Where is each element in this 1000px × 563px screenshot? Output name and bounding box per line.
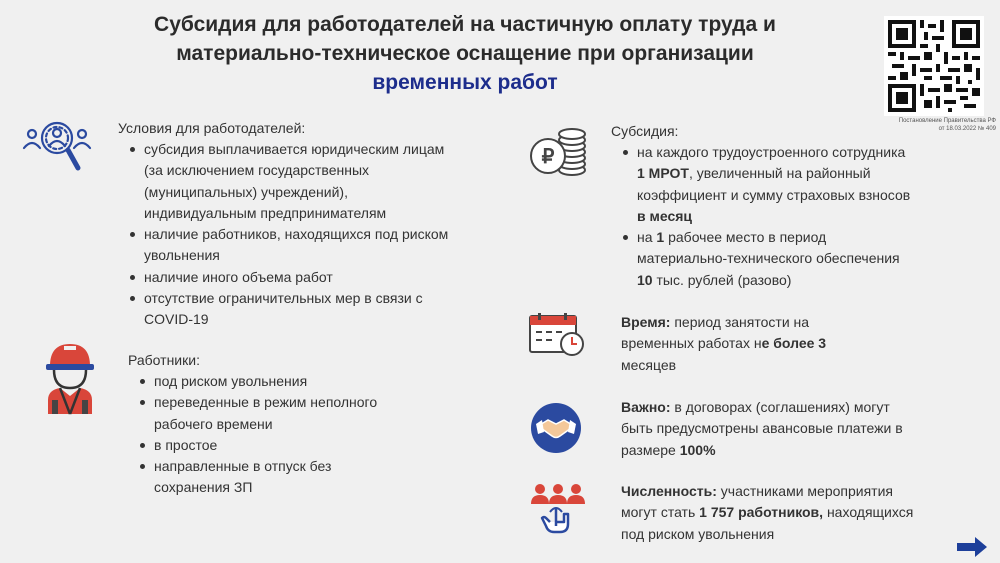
list-item: в простое — [128, 435, 388, 456]
text-span: рабочее место в период материально-технического обеспечения — [637, 229, 900, 267]
qr-caption-line-1: Постановление Правительства РФ — [898, 118, 996, 124]
workers-heading: Работники: — [128, 352, 200, 368]
svg-text:₽: ₽ — [541, 146, 555, 168]
title-line-2: материально-техническое оснащение при организации — [176, 42, 754, 65]
employers-list — [118, 139, 458, 331]
text-bold: в месяц — [637, 207, 693, 224]
worker-helmet-icon — [40, 340, 100, 421]
handshake-icon — [530, 402, 582, 459]
subsidy-heading: Субсидия: — [611, 123, 679, 139]
text-bold: 1 757 работников, — [699, 504, 824, 521]
workers-list — [128, 371, 388, 499]
team-touch-icon — [528, 482, 588, 545]
list-item: под риском увольнения — [128, 371, 388, 392]
list-item — [611, 227, 911, 291]
search-people-icon — [20, 112, 100, 183]
list-item: отсутствие ограничительных мер в связи с COVID-19 — [118, 288, 458, 331]
list-item: наличие иного объема работ — [118, 267, 458, 288]
text-span: месяцев — [621, 356, 677, 373]
text-span: участниками мероприятия могут стать — [621, 483, 893, 521]
qr-code — [884, 16, 984, 116]
text-span: находящихся под риском увольнения — [621, 504, 914, 542]
list-item: направленные в отпуск без сохранения ЗП — [128, 456, 388, 499]
list-item: переведенные в режим неполного рабочего времени — [128, 392, 388, 435]
employers-heading: Условия для работодателей: — [118, 120, 306, 136]
list-item: субсидия выплачивается юридическим лицам (за исключением государственных (муниципальных) учреждений), индивидуальным предпринимателям — [118, 139, 458, 224]
text-span: на каждого трудоустроенного сотрудника — [637, 144, 906, 160]
text-span: тыс. рублей (разово) — [652, 271, 792, 288]
subsidy-list — [611, 142, 911, 291]
count-label: Численность: — [621, 483, 717, 499]
title-line-1: Субсидия для работодателей на частичную оплату труда и — [154, 13, 776, 36]
next-arrow-icon[interactable] — [955, 535, 989, 563]
important-block — [621, 397, 921, 461]
coins-ruble-icon — [528, 126, 588, 185]
text-bold: 1 — [656, 229, 665, 246]
title-line-3: временных работ — [372, 71, 558, 94]
text-span: на — [637, 229, 657, 246]
text-span: период занятости на временных работах н — [621, 314, 810, 352]
time-label: Время: — [621, 314, 671, 330]
time-text — [621, 312, 861, 376]
employers-block — [118, 118, 458, 331]
text-bold: е более 3 — [761, 335, 827, 352]
list-item — [611, 142, 911, 227]
qr-caption-line-2: от 18.03.2022 № 409 — [938, 126, 996, 132]
workers-block — [128, 350, 388, 499]
important-text — [621, 397, 921, 461]
text-span: в договорах (соглашениях) могут быть предусмотрены авансовые платежи в размере — [621, 399, 903, 458]
count-text — [621, 481, 921, 545]
page-title — [120, 10, 810, 97]
text-bold: 1 МРОТ — [637, 165, 689, 182]
time-block — [621, 312, 861, 376]
list-item: наличие работников, находящихся под риском увольнения — [118, 224, 458, 267]
text-bold: 10 — [637, 271, 653, 288]
subsidy-block — [611, 121, 911, 291]
calendar-clock-icon — [528, 312, 588, 363]
text-bold: 100% — [679, 441, 716, 458]
important-label: Важно: — [621, 399, 671, 415]
text-span: , увеличенный на районный коэффициент и сумму страховых взносов — [637, 165, 911, 203]
count-block — [621, 481, 921, 545]
